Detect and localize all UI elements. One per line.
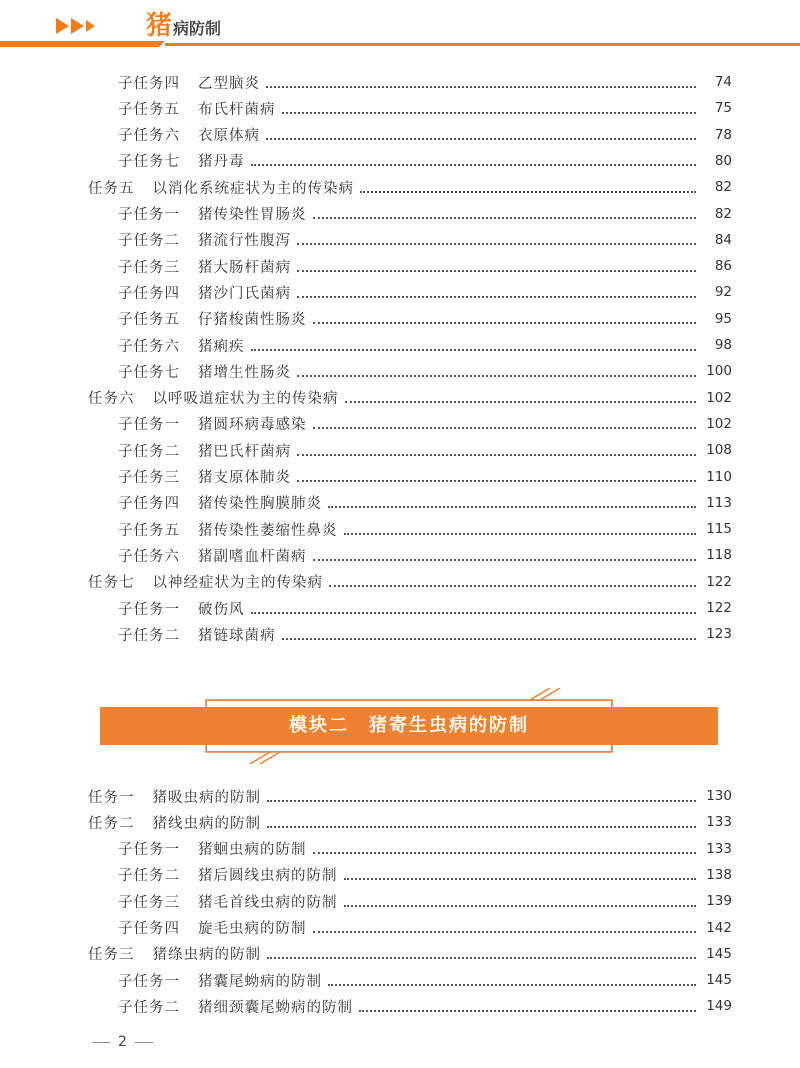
toc-entry-label: 子任务四 (118, 75, 180, 92)
toc-entry-label: 子任务六 (118, 128, 180, 145)
toc-entry[interactable] (118, 516, 732, 542)
page-header (0, 0, 800, 60)
toc-entry-label: 子任务三 (118, 259, 180, 276)
toc-entry[interactable] (88, 941, 732, 967)
toc-entry-title: 猪丹毒 (198, 154, 245, 171)
toc-entry-title: 旋毛虫病的防制 (198, 921, 307, 937)
toc-entry-label: 任务一 (88, 789, 135, 806)
toc-entry-title: 猪大肠杆菌病 (198, 259, 291, 276)
toc-entry-label: 任务七 (88, 575, 135, 592)
toc-leader-dots (344, 877, 697, 880)
toc-entry-page: 86 (714, 258, 732, 275)
toc-entry-label: 子任务五 (118, 312, 180, 329)
toc-entry-label: 子任务二 (118, 868, 180, 885)
toc-leader-dots (266, 85, 696, 88)
header-stripe (0, 41, 800, 47)
footer-dash-left (92, 1042, 110, 1043)
toc-entry-page: 75 (714, 100, 732, 117)
toc-entry-page: 133 (706, 840, 732, 857)
toc-leader-dots (345, 400, 697, 403)
toc-entry[interactable] (118, 464, 732, 490)
toc-entry-page: 123 (706, 626, 732, 643)
toc-leader-dots (329, 584, 696, 587)
toc-entry-title: 猪支原体肺炎 (198, 470, 291, 486)
toc-entry-page: 102 (706, 389, 732, 406)
toc-entry-label: 任务五 (88, 180, 135, 197)
toc-entry-label: 子任务五 (118, 101, 180, 118)
toc-leader-dots (328, 983, 696, 986)
toc-entry-page: 145 (706, 972, 732, 989)
toc-entry-page: 98 (714, 337, 732, 353)
toc-entry[interactable] (118, 862, 732, 888)
toc-entry-label: 子任务六 (118, 548, 180, 565)
toc-leader-dots (313, 558, 697, 561)
page-number: 2 (118, 1034, 127, 1050)
toc-entry-label: 子任务一 (118, 601, 180, 618)
toc-entry[interactable] (118, 148, 732, 174)
toc-entry[interactable] (118, 967, 732, 993)
toc-leader-dots (297, 374, 696, 377)
toc-entry[interactable] (118, 915, 732, 941)
toc-entry[interactable] (118, 888, 732, 914)
header-arrows-icon (56, 18, 95, 34)
toc-leader-dots (297, 453, 696, 456)
toc-entry-title: 猪绦虫病的防制 (152, 947, 261, 964)
toc-leader-dots (282, 637, 697, 640)
toc-entry-title: 衣原体病 (198, 128, 260, 145)
toc-entry-page: 74 (714, 74, 732, 90)
toc-entry-page: 122 (706, 573, 732, 590)
toc-leader-dots (313, 321, 697, 324)
toc-entry-label: 子任务一 (118, 207, 180, 223)
toc-entry[interactable] (118, 993, 732, 1019)
toc-entry-label: 子任务三 (118, 470, 180, 486)
toc-entry[interactable] (88, 783, 732, 809)
toc-entry-page: 82 (714, 179, 732, 196)
toc-entry-label: 任务三 (88, 947, 135, 964)
toc-entry-title: 猪传染性胸膜肺炎 (198, 496, 322, 513)
toc-leader-dots (297, 295, 696, 298)
toc-entry[interactable] (118, 621, 732, 647)
toc-entry-label: 子任务一 (118, 973, 180, 990)
toc-entry-title: 猪蛔虫病的防制 (198, 842, 307, 859)
toc-entry[interactable] (118, 595, 732, 621)
toc-entry-title: 猪链球菌病 (198, 627, 276, 644)
toc-entry-page: 118 (706, 547, 732, 564)
toc-entry-label: 子任务四 (118, 921, 180, 937)
toc-entry-title: 猪传染性萎缩性鼻炎 (198, 522, 338, 539)
toc-leader-dots (267, 956, 696, 959)
toc-entry[interactable] (118, 227, 732, 253)
toc-entry-page: 84 (714, 231, 732, 248)
book-logo-char: 猪 (146, 11, 173, 41)
toc-leader-dots (344, 532, 697, 535)
toc-entry-title: 猪传染性胃肠炎 (198, 207, 307, 223)
toc-leader-dots (251, 611, 697, 614)
toc-entry[interactable] (88, 569, 732, 595)
toc-entry[interactable] (118, 437, 732, 463)
toc-entry-page: 142 (706, 919, 732, 936)
toc-entry[interactable] (88, 809, 732, 835)
toc-entry-page: 95 (714, 310, 732, 327)
toc-entry-page: 149 (706, 998, 732, 1015)
toc-entry-page: 113 (706, 494, 732, 511)
module-title: 模块二 猪寄生虫病的防制 (289, 715, 529, 736)
toc-leader-dots (267, 799, 696, 802)
toc-entry-page: 130 (706, 788, 732, 804)
toc-entry-label: 子任务五 (118, 522, 180, 539)
toc-entry-title: 猪圆环病毒感染 (198, 417, 307, 434)
toc-leader-dots (360, 190, 696, 193)
page-footer (92, 1034, 153, 1050)
toc-leader-dots (313, 930, 697, 933)
toc-entry[interactable] (118, 201, 732, 227)
toc-entry-title: 猪沙门氏菌病 (198, 285, 291, 302)
toc-entry-title: 以呼吸道症状为主的传染病 (152, 391, 339, 408)
toc-entry-title: 猪痢疾 (198, 338, 245, 355)
toc-entry-label: 子任务四 (118, 496, 180, 513)
toc-entry-page: 133 (706, 814, 732, 831)
toc-entry-page: 108 (706, 442, 732, 459)
toc-entry-label: 子任务七 (118, 154, 180, 171)
toc-entry-title: 乙型脑炎 (198, 75, 260, 92)
toc-entry[interactable] (118, 95, 732, 121)
toc-entry-label: 子任务二 (118, 627, 180, 644)
toc-leader-dots (313, 851, 697, 854)
toc-entry-label: 子任务六 (118, 338, 180, 355)
toc-leader-dots (251, 348, 697, 351)
toc-entry-title: 猪细颈囊尾蚴病的防制 (198, 999, 353, 1016)
toc-leader-dots (266, 137, 696, 140)
toc-entry[interactable] (118, 253, 732, 279)
toc-entry-page: 138 (706, 866, 732, 883)
toc-entry[interactable] (118, 490, 732, 516)
toc-entry[interactable] (118, 411, 732, 437)
toc-entry-page: 80 (714, 152, 732, 169)
toc-leader-dots (344, 904, 697, 907)
toc-entry-label: 子任务四 (118, 285, 180, 302)
toc-leader-dots (313, 426, 697, 429)
toc-entry[interactable] (88, 385, 732, 411)
toc-entry[interactable] (88, 174, 732, 200)
toc-entry-label: 任务六 (88, 391, 135, 408)
toc-entry[interactable] (118, 836, 732, 862)
toc-entry-label: 子任务二 (118, 999, 180, 1016)
toc-entry-title: 猪副嗜血杆菌病 (198, 548, 307, 565)
module-banner (100, 688, 718, 764)
toc-entry[interactable] (118, 69, 732, 95)
book-title: 病防制 (173, 19, 222, 38)
toc-entry-title: 猪巴氏杆菌病 (198, 443, 291, 460)
toc-entry[interactable] (118, 306, 732, 332)
toc-entry-title: 猪毛首线虫病的防制 (198, 894, 338, 911)
toc-entry-title: 猪增生性肠炎 (198, 364, 291, 381)
toc-leader-dots (297, 269, 696, 272)
toc-entry-title: 猪囊尾蚴病的防制 (198, 973, 322, 990)
toc-entry-page: 145 (706, 945, 732, 962)
toc-entry-label: 子任务二 (118, 233, 180, 250)
toc-entry[interactable] (118, 122, 732, 148)
toc-entry-label: 子任务三 (118, 894, 180, 911)
toc-leader-dots (282, 111, 697, 114)
toc-entry-label: 子任务二 (118, 443, 180, 460)
toc-leader-dots (267, 825, 696, 828)
toc-entry-page: 102 (706, 415, 732, 432)
toc-entry-title: 猪后圆线虫病的防制 (198, 868, 338, 885)
toc-leader-dots (328, 505, 696, 508)
toc-entry-page: 82 (714, 205, 732, 222)
toc-leader-dots (297, 242, 696, 245)
toc-leader-dots (251, 163, 697, 166)
toc-entry-label: 子任务一 (118, 842, 180, 859)
toc-entry-title: 猪吸虫病的防制 (152, 789, 261, 806)
toc-entry-page: 115 (706, 521, 732, 538)
toc-entry-page: 122 (706, 600, 732, 616)
toc-entry-page: 78 (714, 126, 732, 143)
toc-entry-label: 任务二 (88, 815, 135, 832)
footer-dash-right (135, 1042, 153, 1043)
toc-entry-label: 子任务七 (118, 364, 180, 381)
toc-entry-title: 猪线虫病的防制 (152, 815, 261, 832)
toc-leader-dots (313, 216, 697, 219)
toc-leader-dots (297, 479, 696, 482)
toc-entry-title: 布氏杆菌病 (198, 101, 276, 118)
toc-entry-page: 110 (706, 468, 732, 485)
toc-entry[interactable] (118, 358, 732, 384)
toc-entry-title: 以神经症状为主的传染病 (152, 575, 323, 592)
toc-entry[interactable] (118, 279, 732, 305)
toc-entry-title: 以消化系统症状为主的传染病 (152, 180, 354, 197)
toc-entry-label: 子任务一 (118, 417, 180, 434)
toc-entry[interactable] (118, 332, 732, 358)
toc-entry-title: 破伤风 (198, 601, 245, 618)
toc-entry-page: 100 (706, 363, 732, 380)
toc-entry-page: 139 (706, 893, 732, 910)
toc-entry-page: 92 (714, 284, 732, 301)
toc-entry-title: 仔猪梭菌性肠炎 (198, 312, 307, 329)
toc-leader-dots (359, 1009, 696, 1012)
toc-entry-title: 猪流行性腹泻 (198, 233, 291, 250)
toc-entry[interactable] (118, 542, 732, 568)
